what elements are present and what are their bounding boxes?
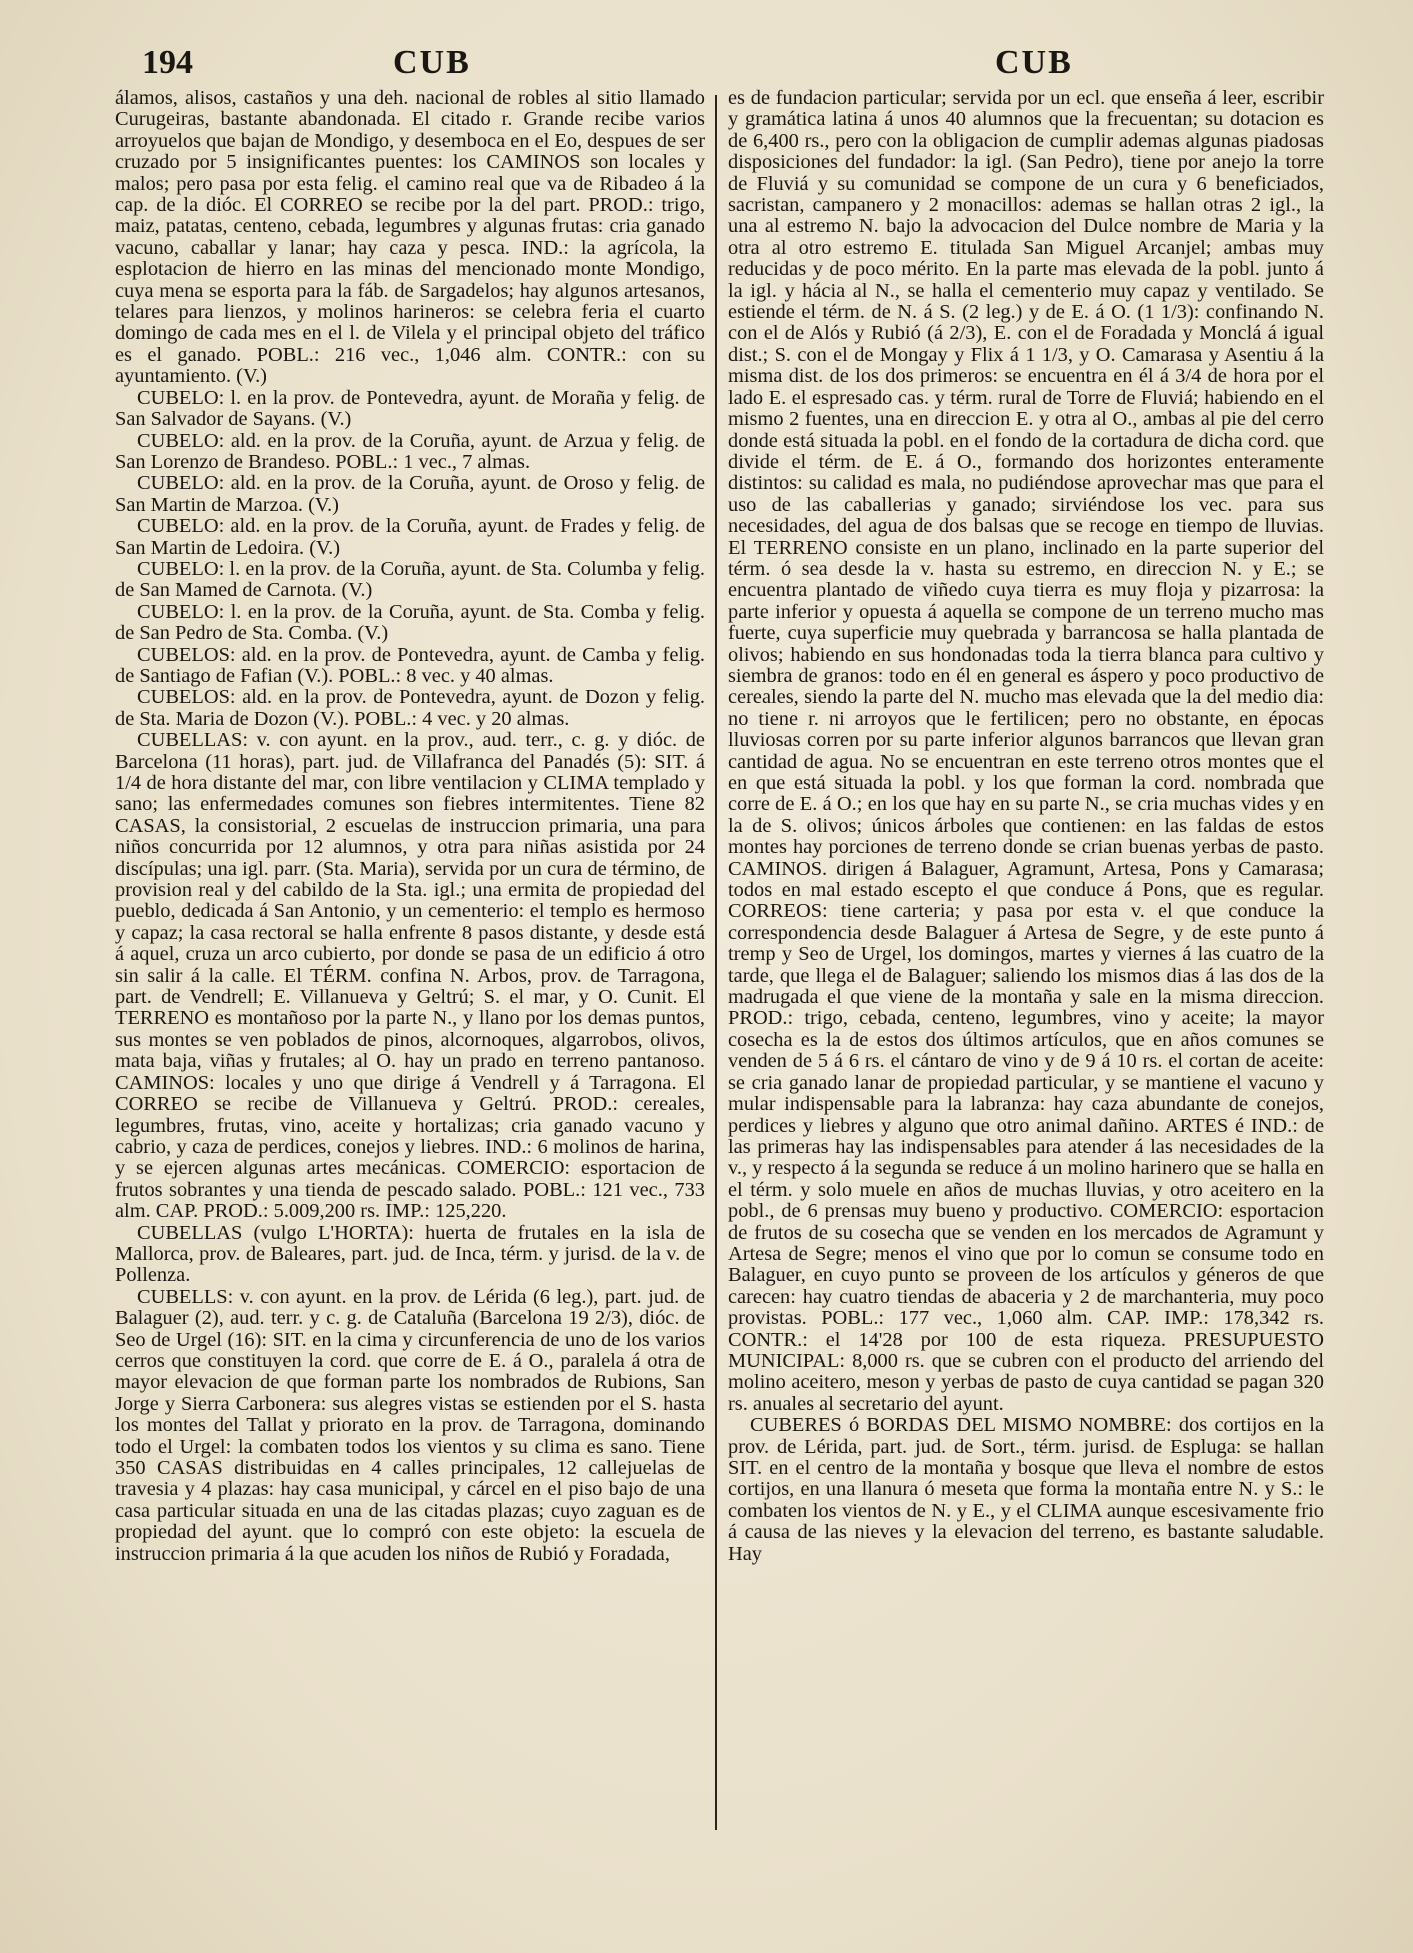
running-head-left: CUB [393,44,471,81]
entry-cuberes: CUBERES ó BORDAS DEL MISMO NOMBRE: dos cortijos en la prov. de Lérida, part. jud. de Sort., térm. jurisd. de Espluga: se hallan SIT. en el centro de la montaña y bosque que lleva el nombre de estos cortijos, en una llanura ó meseta que forma la montaña entre N. y S.: le combaten los vientos de N. y E., y el CLIMA aunque escesivamente frio á causa de las nieves y la elevacion del terreno, es bastante saludable. Hay [728,1414,1324,1565]
page-number: 194 [142,44,193,81]
page-header [0,44,1413,94]
entry-cubellas-horta: CUBELLAS (vulgo L'HORTA): huerta de frutales en la isla de Mallorca, prov. de Baleares, part. jud. de Inca, térm. y jurisd. de la v. de Pollenza. [115,1221,705,1287]
entry-cubelo-frades: CUBELO: ald. en la prov. de la Coruña, ayunt. de Frades y felig. de San Martin de Ledoira. (V.) [115,515,705,559]
entry-cubellas: CUBELLAS: v. con ayunt. en la prov., aud. terr., c. g. y dióc. de Barcelona (11 horas), part. jud. de Villafranca del Panadés (5): SIT. á 1/4 de hora distante del mar, con libre ventilacion y CLIMA templado y sano; las enfermedades comunes son fiebres intermitentes. Tiene 82 CASAS, la consistorial, 2 escuelas de instruccion primaria, una para niños concurrida por 12 alumnos, y otra para niñas asistida por 24 discípulas; una igl. parr. (Sta. Maria), servida por un cura de término, de provision real y del cabildo de la Sta. igl.; una ermita de propiedad del pueblo, dedicada á San Antonio, y un cementerio: el templo es hermoso y capaz; la casa rectoral se halla enfrente 8 pasos distante, y desde está á aquel, cruza un arco cubierto, por donde se pasa de un edificio á otro sin salir á la calle. El TÉRM. confina N. Arbos, prov. de Tarragona, part. de Vendrell; E. Villanueva y Geltrú; S. el mar, y O. Cunit. El TERRENO es montañoso por la parte N., y llano por los demas puntos, sus montes se ven poblados de pinos, alcornoques, algarrobos, olivos, mata baja, viñas y frutales; al O. hay un prado en terreno pantanoso. CAMINOS: locales y uno que dirige á Vendrell y á Tarragona. El CORREO se recibe de Villanueva y Geltrú. PROD.: cereales, legumbres, frutas, vino, aceite y hortalizas; cria ganado vacuno y cabrio, y caza de perdices, conejos y liebres. IND.: 6 molinos de harina, y se ejercen algunas artes mecánicas. COMERCIO: esportacion de frutos sobrantes y una tienda de pescado salado. POBL.: 121 vec., 733 alm. CAP. PROD.: 5.009,200 rs. IMP.: 125,220. [115,729,705,1223]
entry-cubells-continuation: es de fundacion particular; servida por un ecl. que enseña á leer, escribir y gramática latina á unos 40 alumnos que la frecuentan; su dotacion es de 6,400 rs., pero con la obligacion de cumplir ademas algunas piadosas disposiciones del fundador: la igl. (San Pedro), tiene por anejo la torre de Fluviá y su comunidad se compone de un cura y 6 beneficiados, sacristan, campanero y 2 monacillos: ademas se hallan otras 2 igl., la una al estremo N. bajo la advocacion del Dulce nombre de Maria y la otra al otro estremo E. titulada San Miguel Arcanjel; ambas muy reducidas y de poco mérito. En la parte mas elevada de la pobl. junto á la igl. y hácia al N., se halla el cementerio muy capaz y ventilado. Se estiende el térm. de N. á S. (2 leg.) y de E. á O. (1 1/3): confinando N. con el de Alós y Rubió (á 2/3), E. con el de Foradada y Monclá á igual dist.; S. con el de Mongay y Flix á 1 1/3, y O. Camarasa y Asentiu á la misma dist. de los dos primeros: se encuentra en él á 3/4 de hora por el lado E. el espresado cas. y térm. rural de Torre de Fluviá; habiendo en el mismo 2 fuentes, una en direccion E. y otra al O., ambas al pie del cerro donde está situada la pobl. en el fondo de la cortadura de dicha cord. que divide el térm. de E. á O., formando dos horizontes enteramente distintos: su calidad es mala, no pudiéndose aprovechar mas que para el uso de las caballerias y ganado; sirviéndose los vec. para sus necesidades, del agua de dos balsas que se recoge en tiempo de lluvias. El TERRENO consiste en un plano, inclinado en la parte superior del térm. ó sea desde la v. hasta su estremo, en direccion N. y E.; se encuentra plantado de viñedo cuya tierra es muy floja y pizarrosa: la parte inferior y opuesta á aquella se compone de un terreno mucho mas fuerte, cuya superficie muy quebrada y barrancosa se halla plantada de olivos; habiendo en sus hondonadas toda la tierra blanca para cultivo y siembra de granos: todo en él en general es áspero y poco productivo de cereales, siendo la parte del N. mucho mas elevada que la del medio dia: no tiene r. ni arroyos que le fertilicen; pero no obstante, en épocas lluviosas corren por su parte inferior algunos barrancos que llevan gran cantidad de agua. No se encuentran en este terreno otros montes que el en que está situada la pobl. y los que forman la cord. nombrada que corre de E. á O.; en los que hay en su parte N., se cria muchas vides y en la de S. olivos; únicos árboles que contienen: en las faldas de estos montes hay porciones de terreno donde se crian buenas yerbas de pasto. CAMINOS. dirigen á Balaguer, Agramunt, Artesa, Pons y Camarasa; todos en mal estado escepto el que conduce á Pons, que es regular. CORREOS: tiene carteria; y pasa por esta v. el que conduce la correspondencia desde Balaguer á Artesa de Segre, y de este punto á tremp y Seo de Urgel, los domingos, martes y viernes á las cuatro de la tarde, que llega el de Balaguer; saliendo los mismos dias á las dos de la madrugada el que viene de la montaña y sale en la misma direccion. PROD.: trigo, cebada, centeno, legumbres, vino y aceite; la mayor cosecha es la de estos dos últimos artículos, que en años comunes se venden de 5 á 6 rs. el cántaro de vino y de 9 á 10 rs. el cortan de aceite: se cria ganado lanar de propiedad particular, y se mantiene el vacuno y mular indispensable para la labranza: hay caza abundante de conejos, perdices y liebres y alguno que otro animal dañino. ARTES é IND.: de las primeras hay las indispensables para atender á las necesidades de la v., y respecto á la segunda se reduce á un molino harinero que se halla en el térm. y solo muele en años de muchas lluvias, y otro aceitero en la pobl., de 6 prensas muy bueno y productivo. COMERCIO: esportacion de frutos de su cosecha que se venden en los mercados de Agramunt y Artesa de Segre; menos el vino que por lo comun se consume todo en Balaguer, en cuyo punto se proveen de los artículos y géneros de que carecen: hay cuatro tiendas de abaceria y 2 de marchanteria, muy poco provistas. POBL.: 177 vec., 1,060 alm. CAP. IMP.: 178,342 rs. CONTR.: el 14'28 por 100 de esta riqueza. PRESUPUESTO MUNICIPAL: 8,000 rs. que se cubren con el producto del arriendo del molino aceitero, meson y yerbas de pasto de cuya cantidad se pagan 320 rs. anuales al secretario del ayunt. [728,88,1324,1415]
entry-cubelo-sta-comba: CUBELO: l. en la prov. de la Coruña, ayunt. de Sta. Comba y felig. de San Pedro de Sta. Comba. (V.) [115,600,705,645]
column-divider [715,95,717,1830]
entry-cubelo-arzua: CUBELO: ald. en la prov. de la Coruña, ayunt. de Arzua y felig. de San Lorenzo de Brandeso. POBL.: 1 vec., 7 almas. [115,429,705,473]
entry-cubelo-moraña: CUBELO: l. en la prov. de Pontevedra, ayunt. de Moraña y felig. de San Salvador de Sayans. (V.) [115,386,705,431]
right-column [728,88,1324,1843]
entry-cubells: CUBELLS: v. con ayunt. en la prov. de Lérida (6 leg.), part. jud. de Balaguer (2), aud. terr. y c. g. de Cataluña (Barcelona 19 2/3), dióc. de Seo de Urgel (16): SIT. en la cima y circunferencia de uno de los varios cerros que constituyen la cord. que corre de E. á O., paralela á otra de mayor elevacion de que forman parte los nombrados de Rubions, San Jorge y Sierra Carbonera: sus alegres vistas se estienden por el S. hasta los montes del Tallat y priorato en la prov. de Tarragona, dominando todo el Urgel: la combaten todos los vientos y su clima es sano. Tiene 350 CASAS distribuidas en 4 calles principales, 12 callejuelas de travesia y 4 plazas: hay casa municipal, y cárcel en el piso bajo de una casa particular situada en una de las citadas plazas; cuyo zaguan es de propiedad del ayunt. que lo compró con este objeto: la escuela de instruccion primaria á la que acuden los niños de Rubió y Foradada, [115,1285,705,1565]
entry-cubelo-oroso: CUBELO: ald. en la prov. de la Coruña, ayunt. de Oroso y felig. de San Martin de Marzoa. (V.) [115,472,705,516]
entry-cubelo-sta-columba: CUBELO: l. en la prov. de la Coruña, ayunt. de Sta. Columba y felig. de San Mamed de Carnota. (V.) [115,557,705,602]
entry-continuation: álamos, alisos, castaños y una deh. nacional de robles al sitio llamado Curugeiras, bastante abandonada. El citado r. Grande recibe varios arroyuelos que bajan de Mondigo, y desemboca en el Eo, despues de ser cruzado por 5 insignificantes puentes: los CAMINOS son locales y malos; pero pasa por esta felig. el camino real que va de Ribadeo á la cap. de la dióc. El CORREO se recibe por la del part. PROD.: trigo, maiz, patatas, centeno, cebada, legumbres y algunas frutas: cria ganado vacuno, caballar y lanar; hay caza y pesca. IND.: la agrícola, la esplotacion de hierro en las minas del mencionado monte Mondigo, cuya mena se esporta para la fáb. de Sargadelos; hay algunos artesanos, telares para lienzos, y molinos harineros: se celebra feria el cuarto domingo de cada mes en el l. de Vilela y el principal objeto del tráfico es el ganado. POBL.: 216 vec., 1,046 alm. CONTR.: con su ayuntamiento. (V.) [115,88,705,388]
left-column [115,88,705,1843]
entry-cubelos-camba: CUBELOS: ald. en la prov. de Pontevedra, ayunt. de Camba y felig. de Santiago de Fafian (V.). POBL.: 8 vec. y 40 almas. [115,643,705,687]
entry-cubelos-dozon: CUBELOS: ald. en la prov. de Pontevedra, ayunt. de Dozon y felig. de Sta. Maria de Dozon (V.). POBL.: 4 vec. y 20 almas. [115,686,705,730]
running-head-right: CUB [995,44,1073,81]
